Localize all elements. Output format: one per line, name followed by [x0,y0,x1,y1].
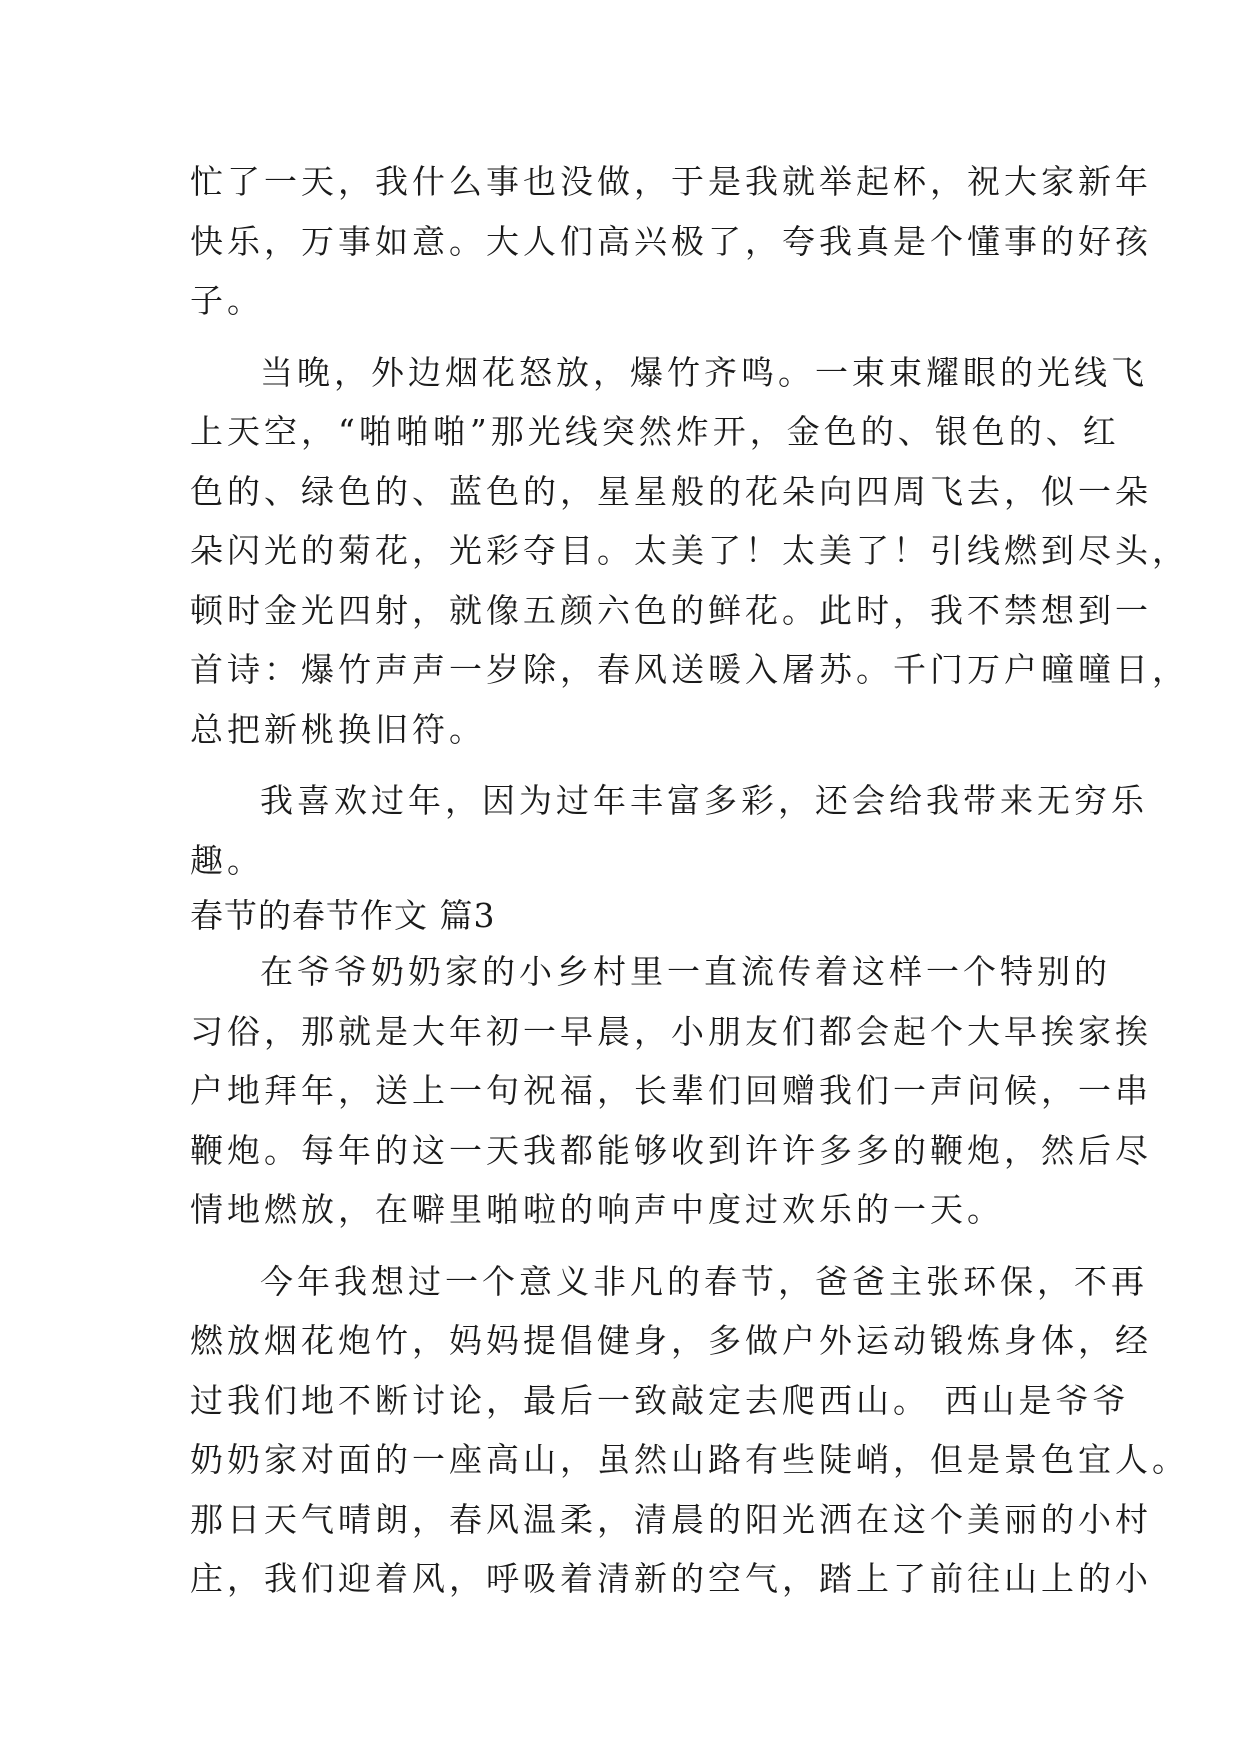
paragraph-line: 子。 [190,281,264,320]
paragraph-line: 户地拜年，送上一句祝福，长辈们回赠我们一声问候，一串 [190,1071,1152,1110]
paragraph-1 [190,152,1152,331]
paragraph-line: 我喜欢过年，因为过年丰富多彩，还会给我带来无穷乐 [260,781,1148,820]
section-heading: 春节的春节作文 篇3 [190,896,496,935]
paragraph-gap [190,759,1070,771]
paragraph-line: 情地燃放，在噼里啪啦的响声中度过欢乐的一天。 [190,1190,1004,1229]
paragraph-gap [190,331,1070,343]
paragraph-line: 庄，我们迎着风，呼吸着清新的空气，踏上了前往山上的小 [190,1559,1152,1598]
paragraph-line: 在爷爷奶奶家的小乡村里一直流传着这样一个特别的 [260,952,1111,991]
paragraph-line: 顿时金光四射，就像五颜六色的鲜花。此时，我不禁想到一 [190,590,1152,630]
paragraph-line: 习俗，那就是大年初一早晨，小朋友们都会起个大早挨家挨 [190,1011,1152,1051]
paragraph-line: 今年我想过一个意义非凡的春节，爸爸主张环保，不再 [260,1261,1148,1301]
paragraph-3 [190,771,1148,890]
paragraph-5 [190,1252,1189,1609]
paragraph-line: 当晚，外边烟花怒放，爆竹齐鸣。一束束耀眼的光线飞 [260,352,1148,392]
paragraph-line: 奶奶家对面的一座高山，虽然山路有些陡峭，但是景色宜人。 [190,1440,1189,1479]
paragraph-line: 燃放烟花炮竹，妈妈提倡健身，多做户外运动锻炼身体，经 [190,1321,1152,1360]
paragraph-line: 那日天气晴朗，春风温柔，清晨的阳光洒在这个美丽的小村 [190,1499,1152,1539]
paragraph-line: 上天空，“啪啪啪”那光线突然炸开，金色的、银色的、红 [190,412,1120,451]
paragraph-line: 首诗：爆竹声声一岁除，春风送暖入屠苏。千门万户曈曈日， [190,650,1189,689]
document-body [190,152,1189,1609]
paragraph-line: 趣。 [190,840,264,880]
paragraph-line: 总把新桃换旧符。 [190,709,486,749]
paragraph-line: 朵闪光的菊花，光彩夺目。太美了！太美了！引线燃到尽头， [190,531,1189,570]
paragraph-line: 快乐，万事如意。大人们高兴极了，夸我真是个懂事的好孩 [190,221,1152,261]
paragraph-4 [190,942,1152,1240]
paragraph-line: 鞭炮。每年的这一天我都能够收到许许多多的鞭炮，然后尽 [190,1130,1152,1170]
paragraph-line: 过我们地不断讨论，最后一致敲定去爬西山。 西山是爷爷 [190,1380,1130,1420]
paragraph-line: 忙了一天，我什么事也没做，于是我就举起杯，祝大家新年 [190,162,1152,201]
paragraph-line: 色的、绿色的、蓝色的，星星般的花朵向四周飞去，似一朵 [190,471,1152,511]
paragraph-gap [190,1240,1070,1252]
paragraph-2 [190,343,1189,760]
